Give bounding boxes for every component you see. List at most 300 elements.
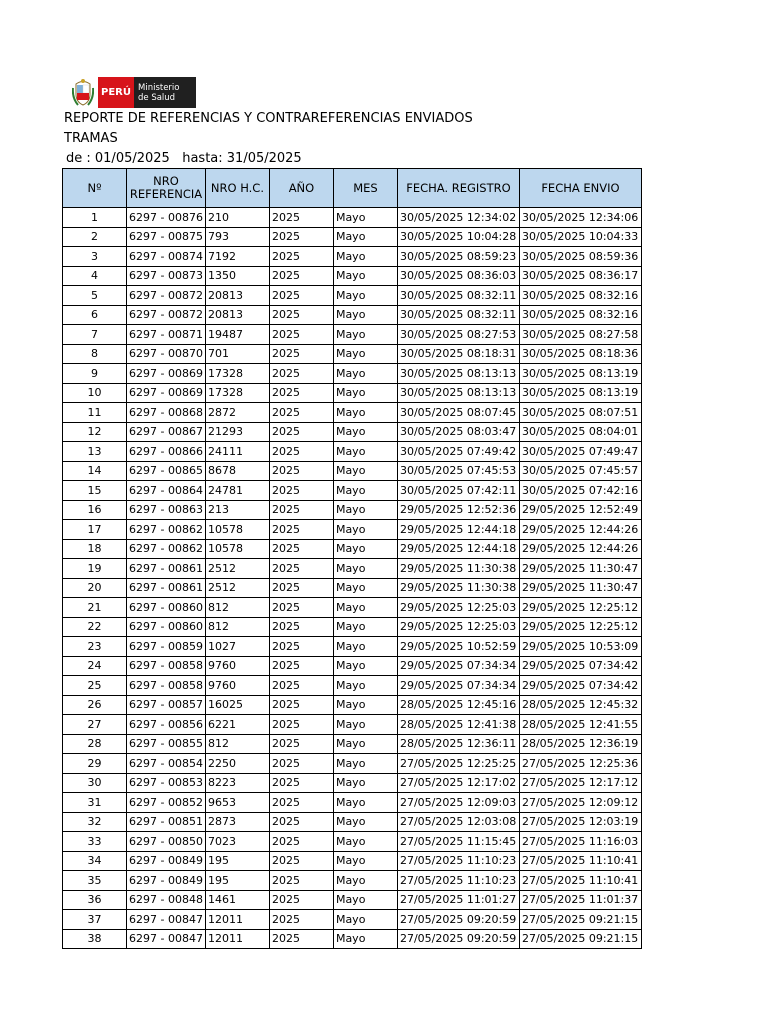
cell-numero: 16 [63, 500, 127, 520]
cell-fecha-registro: 28/05/2025 12:41:38 [397, 715, 519, 735]
cell-nro-hc: 12011 [205, 929, 269, 949]
referencias-table [62, 168, 642, 949]
cell-mes: Mayo [333, 520, 397, 540]
cell-fecha-registro: 30/05/2025 07:42:11 [397, 481, 519, 501]
table-row [63, 812, 642, 832]
cell-mes: Mayo [333, 598, 397, 618]
cell-nro-referencia: 6297 - 00861 [127, 578, 206, 598]
cell-anio: 2025 [269, 812, 333, 832]
cell-anio: 2025 [269, 793, 333, 813]
cell-fecha-registro: 30/05/2025 08:27:53 [397, 325, 519, 345]
cell-anio: 2025 [269, 364, 333, 384]
table-row [63, 344, 642, 364]
cell-anio: 2025 [269, 461, 333, 481]
cell-mes: Mayo [333, 305, 397, 325]
cell-anio: 2025 [269, 832, 333, 852]
cell-numero: 14 [63, 461, 127, 481]
cell-mes: Mayo [333, 208, 397, 228]
table-row [63, 910, 642, 930]
cell-numero: 32 [63, 812, 127, 832]
cell-numero: 22 [63, 617, 127, 637]
cell-mes: Mayo [333, 325, 397, 345]
cell-mes: Mayo [333, 286, 397, 306]
cell-fecha-registro: 29/05/2025 12:52:36 [397, 500, 519, 520]
cell-anio: 2025 [269, 578, 333, 598]
cell-fecha-registro: 29/05/2025 12:25:03 [397, 598, 519, 618]
cell-fecha-registro: 30/05/2025 08:13:13 [397, 383, 519, 403]
cell-numero: 17 [63, 520, 127, 540]
cell-anio: 2025 [269, 734, 333, 754]
cell-mes: Mayo [333, 461, 397, 481]
table-row [63, 539, 642, 559]
column-header-nro-referencia: NRO REFERENCIA [127, 169, 206, 208]
cell-fecha-registro: 29/05/2025 07:34:34 [397, 676, 519, 696]
cell-fecha-registro: 30/05/2025 07:49:42 [397, 442, 519, 462]
cell-nro-referencia: 6297 - 00847 [127, 929, 206, 949]
cell-nro-hc: 9653 [205, 793, 269, 813]
cell-fecha-registro: 30/05/2025 08:07:45 [397, 403, 519, 423]
cell-anio: 2025 [269, 656, 333, 676]
table-row [63, 715, 642, 735]
cell-anio: 2025 [269, 208, 333, 228]
cell-fecha-envio: 29/05/2025 12:25:12 [519, 598, 641, 618]
column-header-anio: AÑO [269, 169, 333, 208]
cell-numero: 20 [63, 578, 127, 598]
table-row [63, 305, 642, 325]
cell-nro-hc: 17328 [205, 383, 269, 403]
cell-fecha-envio: 28/05/2025 12:36:19 [519, 734, 641, 754]
cell-fecha-envio: 27/05/2025 11:10:41 [519, 851, 641, 871]
cell-fecha-registro: 27/05/2025 11:01:27 [397, 890, 519, 910]
table-row [63, 656, 642, 676]
cell-nro-referencia: 6297 - 00850 [127, 832, 206, 852]
cell-mes: Mayo [333, 481, 397, 501]
cell-nro-hc: 19487 [205, 325, 269, 345]
cell-numero: 30 [63, 773, 127, 793]
cell-nro-hc: 210 [205, 208, 269, 228]
cell-numero: 27 [63, 715, 127, 735]
cell-nro-referencia: 6297 - 00870 [127, 344, 206, 364]
cell-numero: 21 [63, 598, 127, 618]
cell-anio: 2025 [269, 617, 333, 637]
cell-nro-referencia: 6297 - 00856 [127, 715, 206, 735]
cell-nro-hc: 20813 [205, 305, 269, 325]
cell-fecha-envio: 29/05/2025 07:34:42 [519, 676, 641, 696]
cell-fecha-envio: 30/05/2025 08:32:16 [519, 305, 641, 325]
cell-numero: 23 [63, 637, 127, 657]
cell-nro-hc: 21293 [205, 422, 269, 442]
cell-fecha-registro: 27/05/2025 12:09:03 [397, 793, 519, 813]
cell-nro-hc: 793 [205, 227, 269, 247]
cell-anio: 2025 [269, 598, 333, 618]
table-row [63, 286, 642, 306]
cell-nro-referencia: 6297 - 00874 [127, 247, 206, 267]
cell-fecha-registro: 29/05/2025 07:34:34 [397, 656, 519, 676]
cell-fecha-registro: 29/05/2025 12:44:18 [397, 539, 519, 559]
cell-numero: 1 [63, 208, 127, 228]
cell-anio: 2025 [269, 637, 333, 657]
table-row [63, 754, 642, 774]
cell-nro-referencia: 6297 - 00859 [127, 637, 206, 657]
column-header-numero: Nº [63, 169, 127, 208]
cell-anio: 2025 [269, 539, 333, 559]
cell-anio: 2025 [269, 422, 333, 442]
logo-ministry-line2: de Salud [138, 92, 176, 103]
cell-fecha-envio: 30/05/2025 12:34:06 [519, 208, 641, 228]
cell-numero: 35 [63, 871, 127, 891]
cell-nro-referencia: 6297 - 00849 [127, 871, 206, 891]
cell-nro-referencia: 6297 - 00862 [127, 539, 206, 559]
cell-numero: 37 [63, 910, 127, 930]
cell-nro-hc: 17328 [205, 364, 269, 384]
cell-numero: 34 [63, 851, 127, 871]
table-row [63, 695, 642, 715]
table-row [63, 676, 642, 696]
cell-anio: 2025 [269, 851, 333, 871]
cell-anio: 2025 [269, 442, 333, 462]
cell-fecha-registro: 30/05/2025 08:03:47 [397, 422, 519, 442]
cell-mes: Mayo [333, 266, 397, 286]
cell-numero: 8 [63, 344, 127, 364]
cell-fecha-envio: 29/05/2025 12:52:49 [519, 500, 641, 520]
cell-mes: Mayo [333, 754, 397, 774]
cell-nro-hc: 213 [205, 500, 269, 520]
cell-fecha-registro: 29/05/2025 12:44:18 [397, 520, 519, 540]
cell-numero: 7 [63, 325, 127, 345]
cell-nro-hc: 2512 [205, 559, 269, 579]
ministry-logo [68, 74, 197, 111]
cell-mes: Mayo [333, 773, 397, 793]
cell-fecha-envio: 30/05/2025 08:13:19 [519, 383, 641, 403]
cell-nro-hc: 2512 [205, 578, 269, 598]
cell-fecha-envio: 27/05/2025 09:21:15 [519, 910, 641, 930]
table-row [63, 422, 642, 442]
cell-nro-referencia: 6297 - 00847 [127, 910, 206, 930]
table-row [63, 929, 642, 949]
cell-nro-hc: 812 [205, 598, 269, 618]
cell-fecha-registro: 30/05/2025 07:45:53 [397, 461, 519, 481]
cell-numero: 2 [63, 227, 127, 247]
cell-nro-referencia: 6297 - 00858 [127, 656, 206, 676]
cell-fecha-envio: 27/05/2025 11:16:03 [519, 832, 641, 852]
cell-fecha-envio: 29/05/2025 07:34:42 [519, 656, 641, 676]
cell-nro-referencia: 6297 - 00862 [127, 520, 206, 540]
cell-numero: 28 [63, 734, 127, 754]
cell-anio: 2025 [269, 500, 333, 520]
cell-numero: 36 [63, 890, 127, 910]
cell-numero: 25 [63, 676, 127, 696]
cell-nro-referencia: 6297 - 00848 [127, 890, 206, 910]
cell-nro-hc: 2250 [205, 754, 269, 774]
cell-nro-hc: 701 [205, 344, 269, 364]
cell-fecha-registro: 30/05/2025 08:36:03 [397, 266, 519, 286]
cell-mes: Mayo [333, 344, 397, 364]
cell-nro-referencia: 6297 - 00860 [127, 617, 206, 637]
cell-anio: 2025 [269, 305, 333, 325]
cell-nro-referencia: 6297 - 00857 [127, 695, 206, 715]
cell-fecha-envio: 27/05/2025 11:10:41 [519, 871, 641, 891]
table-row [63, 773, 642, 793]
cell-nro-referencia: 6297 - 00875 [127, 227, 206, 247]
cell-nro-referencia: 6297 - 00867 [127, 422, 206, 442]
cell-nro-referencia: 6297 - 00853 [127, 773, 206, 793]
cell-fecha-registro: 27/05/2025 12:25:25 [397, 754, 519, 774]
cell-mes: Mayo [333, 442, 397, 462]
cell-mes: Mayo [333, 715, 397, 735]
cell-mes: Mayo [333, 793, 397, 813]
cell-fecha-envio: 30/05/2025 08:13:19 [519, 364, 641, 384]
cell-anio: 2025 [269, 559, 333, 579]
cell-mes: Mayo [333, 871, 397, 891]
table-row [63, 266, 642, 286]
cell-mes: Mayo [333, 851, 397, 871]
cell-fecha-envio: 27/05/2025 12:25:36 [519, 754, 641, 774]
table-row [63, 364, 642, 384]
cell-fecha-registro: 27/05/2025 12:17:02 [397, 773, 519, 793]
logo-ministry-line1: Ministerio [138, 82, 180, 93]
logo-country-label: PERÚ [98, 77, 134, 108]
cell-nro-referencia: 6297 - 00871 [127, 325, 206, 345]
cell-fecha-envio: 30/05/2025 08:36:17 [519, 266, 641, 286]
cell-nro-referencia: 6297 - 00876 [127, 208, 206, 228]
cell-mes: Mayo [333, 227, 397, 247]
cell-fecha-registro: 30/05/2025 08:32:11 [397, 286, 519, 306]
cell-nro-hc: 10578 [205, 520, 269, 540]
cell-fecha-registro: 29/05/2025 10:52:59 [397, 637, 519, 657]
cell-anio: 2025 [269, 325, 333, 345]
cell-fecha-envio: 29/05/2025 11:30:47 [519, 578, 641, 598]
cell-nro-hc: 8223 [205, 773, 269, 793]
cell-mes: Mayo [333, 734, 397, 754]
cell-anio: 2025 [269, 227, 333, 247]
cell-numero: 10 [63, 383, 127, 403]
table-header-row [63, 169, 642, 208]
table-row [63, 208, 642, 228]
logo-ministry-label [134, 77, 196, 108]
cell-numero: 9 [63, 364, 127, 384]
cell-mes: Mayo [333, 910, 397, 930]
cell-fecha-registro: 27/05/2025 11:10:23 [397, 851, 519, 871]
cell-fecha-envio: 27/05/2025 12:17:12 [519, 773, 641, 793]
cell-fecha-registro: 29/05/2025 12:25:03 [397, 617, 519, 637]
cell-nro-referencia: 6297 - 00860 [127, 598, 206, 618]
table-row [63, 851, 642, 871]
cell-fecha-registro: 28/05/2025 12:36:11 [397, 734, 519, 754]
cell-nro-referencia: 6297 - 00869 [127, 364, 206, 384]
cell-nro-referencia: 6297 - 00864 [127, 481, 206, 501]
cell-fecha-registro: 27/05/2025 09:20:59 [397, 910, 519, 930]
cell-anio: 2025 [269, 520, 333, 540]
cell-anio: 2025 [269, 247, 333, 267]
cell-fecha-registro: 29/05/2025 11:30:38 [397, 578, 519, 598]
cell-fecha-envio: 30/05/2025 10:04:33 [519, 227, 641, 247]
table-row [63, 793, 642, 813]
cell-nro-hc: 9760 [205, 676, 269, 696]
cell-mes: Mayo [333, 559, 397, 579]
cell-nro-referencia: 6297 - 00861 [127, 559, 206, 579]
cell-fecha-envio: 29/05/2025 10:53:09 [519, 637, 641, 657]
cell-nro-hc: 1350 [205, 266, 269, 286]
cell-fecha-envio: 30/05/2025 08:59:36 [519, 247, 641, 267]
cell-nro-hc: 2873 [205, 812, 269, 832]
cell-fecha-registro: 30/05/2025 08:32:11 [397, 305, 519, 325]
cell-anio: 2025 [269, 403, 333, 423]
cell-nro-hc: 16025 [205, 695, 269, 715]
cell-fecha-registro: 29/05/2025 11:30:38 [397, 559, 519, 579]
cell-fecha-envio: 27/05/2025 09:21:15 [519, 929, 641, 949]
cell-mes: Mayo [333, 656, 397, 676]
table-row [63, 637, 642, 657]
table-row [63, 227, 642, 247]
cell-numero: 33 [63, 832, 127, 852]
cell-fecha-envio: 27/05/2025 12:09:12 [519, 793, 641, 813]
cell-anio: 2025 [269, 266, 333, 286]
report-subtitle: TRAMAS [64, 131, 118, 146]
cell-nro-hc: 12011 [205, 910, 269, 930]
table-row [63, 383, 642, 403]
cell-nro-referencia: 6297 - 00869 [127, 383, 206, 403]
cell-fecha-envio: 29/05/2025 12:44:26 [519, 520, 641, 540]
cell-nro-referencia: 6297 - 00858 [127, 676, 206, 696]
cell-nro-hc: 2872 [205, 403, 269, 423]
cell-mes: Mayo [333, 364, 397, 384]
cell-nro-hc: 7192 [205, 247, 269, 267]
cell-nro-referencia: 6297 - 00868 [127, 403, 206, 423]
table-row [63, 481, 642, 501]
cell-mes: Mayo [333, 695, 397, 715]
cell-anio: 2025 [269, 871, 333, 891]
cell-nro-hc: 10578 [205, 539, 269, 559]
cell-anio: 2025 [269, 715, 333, 735]
cell-numero: 29 [63, 754, 127, 774]
cell-anio: 2025 [269, 929, 333, 949]
cell-numero: 26 [63, 695, 127, 715]
cell-fecha-envio: 28/05/2025 12:45:32 [519, 695, 641, 715]
cell-fecha-registro: 27/05/2025 11:10:23 [397, 871, 519, 891]
cell-fecha-registro: 30/05/2025 08:13:13 [397, 364, 519, 384]
cell-nro-referencia: 6297 - 00851 [127, 812, 206, 832]
cell-mes: Mayo [333, 617, 397, 637]
cell-fecha-registro: 28/05/2025 12:45:16 [397, 695, 519, 715]
cell-mes: Mayo [333, 929, 397, 949]
cell-mes: Mayo [333, 383, 397, 403]
cell-fecha-envio: 30/05/2025 07:45:57 [519, 461, 641, 481]
cell-mes: Mayo [333, 812, 397, 832]
cell-mes: Mayo [333, 890, 397, 910]
cell-nro-hc: 9760 [205, 656, 269, 676]
table-row [63, 598, 642, 618]
cell-anio: 2025 [269, 286, 333, 306]
cell-numero: 24 [63, 656, 127, 676]
cell-fecha-registro: 27/05/2025 12:03:08 [397, 812, 519, 832]
cell-mes: Mayo [333, 637, 397, 657]
cell-fecha-registro: 27/05/2025 11:15:45 [397, 832, 519, 852]
table-row [63, 871, 642, 891]
cell-nro-referencia: 6297 - 00849 [127, 851, 206, 871]
cell-fecha-envio: 30/05/2025 08:18:36 [519, 344, 641, 364]
cell-fecha-envio: 30/05/2025 08:04:01 [519, 422, 641, 442]
cell-nro-referencia: 6297 - 00872 [127, 305, 206, 325]
column-header-nro-hc: NRO H.C. [205, 169, 269, 208]
cell-nro-hc: 195 [205, 851, 269, 871]
cell-fecha-registro: 27/05/2025 09:20:59 [397, 929, 519, 949]
cell-mes: Mayo [333, 539, 397, 559]
column-header-fecha-envio: FECHA ENVIO [519, 169, 641, 208]
cell-nro-hc: 1027 [205, 637, 269, 657]
cell-numero: 38 [63, 929, 127, 949]
coat-of-arms-icon [68, 74, 98, 111]
cell-anio: 2025 [269, 773, 333, 793]
cell-fecha-envio: 30/05/2025 07:42:16 [519, 481, 641, 501]
cell-nro-hc: 7023 [205, 832, 269, 852]
cell-anio: 2025 [269, 481, 333, 501]
cell-anio: 2025 [269, 383, 333, 403]
table-row [63, 734, 642, 754]
cell-fecha-envio: 30/05/2025 07:49:47 [519, 442, 641, 462]
cell-anio: 2025 [269, 754, 333, 774]
cell-anio: 2025 [269, 344, 333, 364]
cell-fecha-envio: 29/05/2025 11:30:47 [519, 559, 641, 579]
cell-nro-hc: 6221 [205, 715, 269, 735]
cell-nro-hc: 195 [205, 871, 269, 891]
table-row [63, 325, 642, 345]
cell-numero: 15 [63, 481, 127, 501]
cell-numero: 31 [63, 793, 127, 813]
cell-fecha-envio: 29/05/2025 12:44:26 [519, 539, 641, 559]
table-row [63, 520, 642, 540]
cell-nro-hc: 812 [205, 617, 269, 637]
date-range: de : 01/05/2025 hasta: 31/05/2025 [66, 151, 302, 166]
cell-mes: Mayo [333, 676, 397, 696]
cell-numero: 6 [63, 305, 127, 325]
cell-nro-hc: 1461 [205, 890, 269, 910]
cell-numero: 11 [63, 403, 127, 423]
cell-mes: Mayo [333, 500, 397, 520]
cell-fecha-registro: 30/05/2025 12:34:02 [397, 208, 519, 228]
cell-nro-referencia: 6297 - 00852 [127, 793, 206, 813]
table-row [63, 500, 642, 520]
cell-numero: 12 [63, 422, 127, 442]
cell-mes: Mayo [333, 403, 397, 423]
cell-numero: 19 [63, 559, 127, 579]
cell-numero: 18 [63, 539, 127, 559]
table-row [63, 578, 642, 598]
cell-nro-hc: 8678 [205, 461, 269, 481]
cell-anio: 2025 [269, 910, 333, 930]
cell-fecha-envio: 30/05/2025 08:32:16 [519, 286, 641, 306]
table-row [63, 617, 642, 637]
cell-numero: 13 [63, 442, 127, 462]
cell-anio: 2025 [269, 676, 333, 696]
cell-fecha-envio: 30/05/2025 08:27:58 [519, 325, 641, 345]
cell-fecha-envio: 27/05/2025 12:03:19 [519, 812, 641, 832]
cell-nro-referencia: 6297 - 00854 [127, 754, 206, 774]
cell-anio: 2025 [269, 695, 333, 715]
cell-fecha-envio: 27/05/2025 11:01:37 [519, 890, 641, 910]
cell-nro-referencia: 6297 - 00865 [127, 461, 206, 481]
cell-numero: 4 [63, 266, 127, 286]
cell-mes: Mayo [333, 578, 397, 598]
cell-nro-hc: 24111 [205, 442, 269, 462]
table-row [63, 890, 642, 910]
cell-fecha-envio: 30/05/2025 08:07:51 [519, 403, 641, 423]
cell-fecha-registro: 30/05/2025 10:04:28 [397, 227, 519, 247]
cell-nro-referencia: 6297 - 00866 [127, 442, 206, 462]
cell-fecha-registro: 30/05/2025 08:59:23 [397, 247, 519, 267]
cell-mes: Mayo [333, 422, 397, 442]
table-row [63, 559, 642, 579]
cell-nro-referencia: 6297 - 00872 [127, 286, 206, 306]
